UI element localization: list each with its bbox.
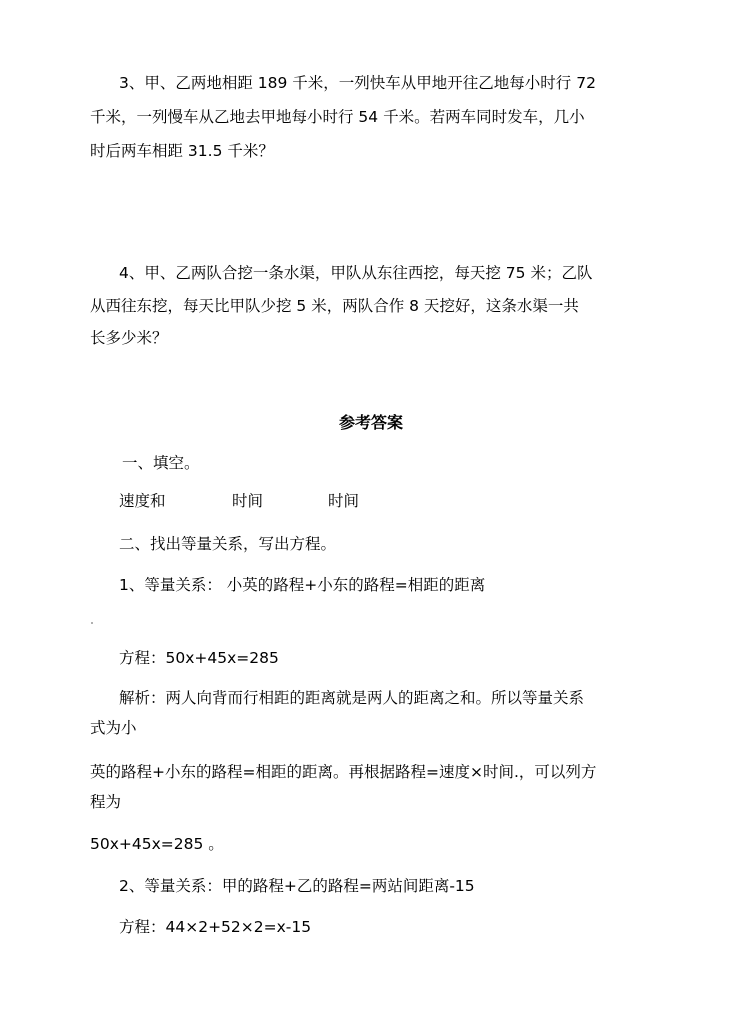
- question-3-line-2: 千米，一列慢车从乙地去甲地每小时行 54 千米。若两车同时发车，几小: [90, 108, 585, 126]
- question-4-line-2: 从西往东挖，每天比甲队少挖 5 米，两队合作 8 天挖好，这条水渠一共: [90, 297, 579, 315]
- answer-1-analysis-line-5: 50x+45x=285 。: [90, 835, 224, 853]
- question-3-line-1: 3、甲、乙两地相距 189 千米，一列快车从甲地开往乙地每小时行 72: [119, 74, 596, 92]
- answer-1-equation: 方程：50x+45x=285: [119, 649, 279, 667]
- section-1-heading: 一、填空。: [122, 454, 200, 472]
- question-3-line-3: 时后两车相距 31.5 千米？: [90, 142, 274, 160]
- question-4-line-3: 长多少米？: [90, 329, 168, 347]
- fill-blank-1: 速度和: [119, 492, 166, 510]
- answer-1-analysis-line-1: 解析：两人向背而行相距的距离就是两人的距离之和。所以等量关系: [119, 689, 585, 707]
- section-2-heading: 二、找出等量关系，写出方程。: [119, 535, 337, 553]
- fill-blank-3: 时间: [328, 492, 360, 510]
- stray-mark: [91, 622, 93, 624]
- answer-2-relation: 2、等量关系：甲的路程+乙的路程=两站间距离-15: [119, 877, 475, 895]
- answer-1-analysis-line-4: 程为: [90, 793, 122, 811]
- answer-1-relation: 1、等量关系： 小英的路程+小东的路程=相距的距离: [119, 576, 486, 594]
- answer-2-equation: 方程：44×2+52×2=x-15: [119, 918, 312, 936]
- answer-key-title: 参考答案: [339, 413, 404, 432]
- answer-1-analysis-line-2: 式为小: [90, 719, 137, 737]
- fill-blank-2: 时间: [232, 492, 264, 510]
- question-4-line-1: 4、甲、乙两队合挖一条水渠，甲队从东往西挖，每天挖 75 米；乙队: [119, 264, 593, 282]
- answer-1-analysis-line-3: 英的路程+小东的路程=相距的距离。再根据路程=速度×时间.，可以列方: [90, 763, 597, 781]
